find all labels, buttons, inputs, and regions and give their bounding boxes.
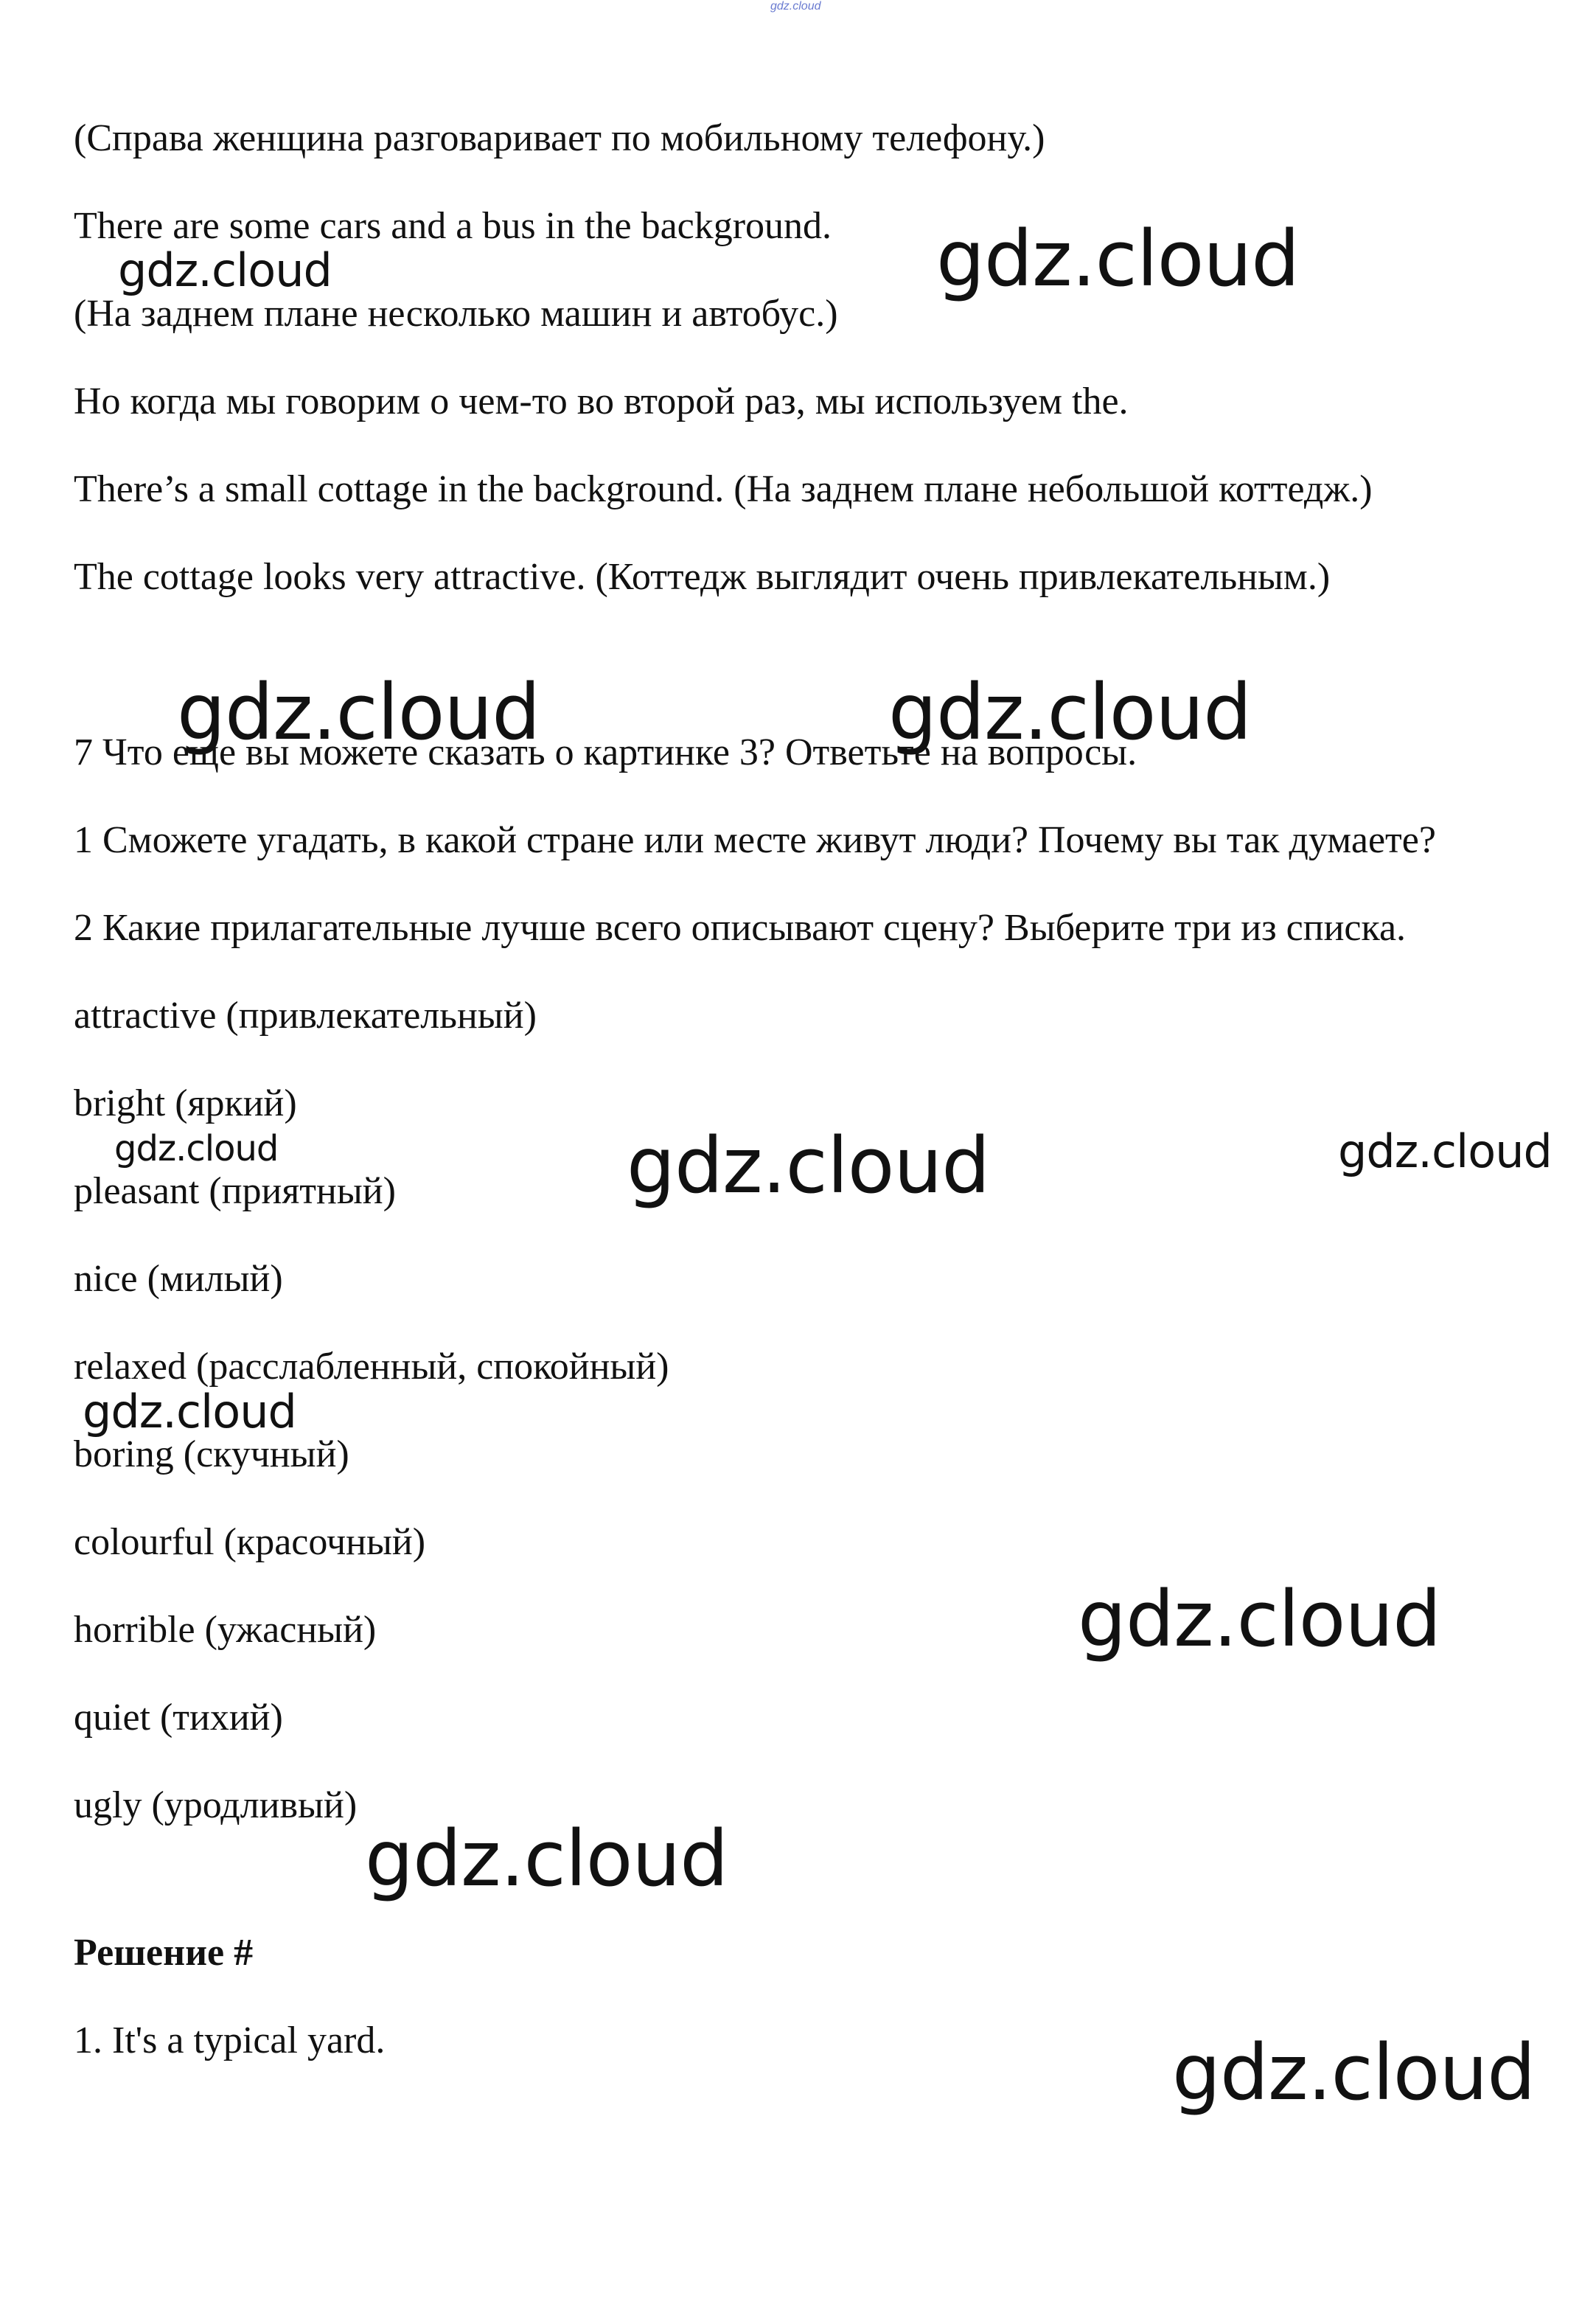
watermark: gdz.cloud: [114, 1128, 279, 1169]
list-item: ugly (уродливый): [74, 1784, 358, 1826]
list-item: relaxed (расслабленный, спокойный): [74, 1346, 669, 1388]
solution-heading: Решение #: [74, 1932, 254, 1974]
list-item: quiet (тихий): [74, 1697, 283, 1739]
watermark: gdz.cloud: [83, 1385, 296, 1438]
paragraph: There’s a small cottage in the background. (На заднем плане небольшой коттедж.): [74, 468, 1373, 510]
watermark: gdz.cloud: [118, 243, 332, 297]
list-item: colourful (красочный): [74, 1521, 426, 1563]
watermark: gdz.cloud: [627, 1121, 990, 1211]
paragraph: Но когда мы говорим о чем-то во второй раз, мы используем the.: [74, 380, 1129, 422]
watermark: gdz.cloud: [1338, 1124, 1552, 1178]
list-item: boring (скучный): [74, 1433, 349, 1475]
paragraph: The cottage looks very attractive. (Коттедж выглядит очень привлекательным.): [74, 556, 1331, 598]
watermark: gdz.cloud: [1078, 1574, 1441, 1664]
exercise-heading: 7 Что еще вы можете сказать о картинке 3? Ответьте на вопросы.: [74, 731, 1137, 773]
document-body: [74, 111, 1513, 2101]
watermark: gdz.cloud: [888, 667, 1252, 757]
list-item: pleasant (приятный): [74, 1170, 396, 1212]
question: 1 Сможете угадать, в какой стране или месте живут люди? Почему вы так думаете?: [74, 819, 1436, 861]
watermark: gdz.cloud: [1172, 2028, 1536, 2118]
list-item: horrible (ужасный): [74, 1609, 377, 1651]
paragraph: (На заднем плане несколько машин и автобус.): [74, 293, 838, 335]
watermark: gdz.cloud: [177, 667, 540, 757]
watermark: gdz.cloud: [365, 1814, 728, 1904]
paragraph: There are some cars and a bus in the background.: [74, 205, 832, 247]
solution-line: 1. It's a typical yard.: [74, 2019, 386, 2061]
question: 2 Какие прилагательные лучше всего описывают сцену? Выберите три из списка.: [74, 907, 1407, 949]
list-item: nice (милый): [74, 1258, 283, 1300]
watermark: gdz.cloud: [936, 214, 1300, 304]
header-watermark: gdz.cloud: [770, 0, 821, 13]
list-item: attractive (привлекательный): [74, 995, 537, 1037]
paragraph: (Справа женщина разговаривает по мобильному телефону.): [74, 117, 1045, 159]
list-item: bright (яркий): [74, 1082, 297, 1124]
